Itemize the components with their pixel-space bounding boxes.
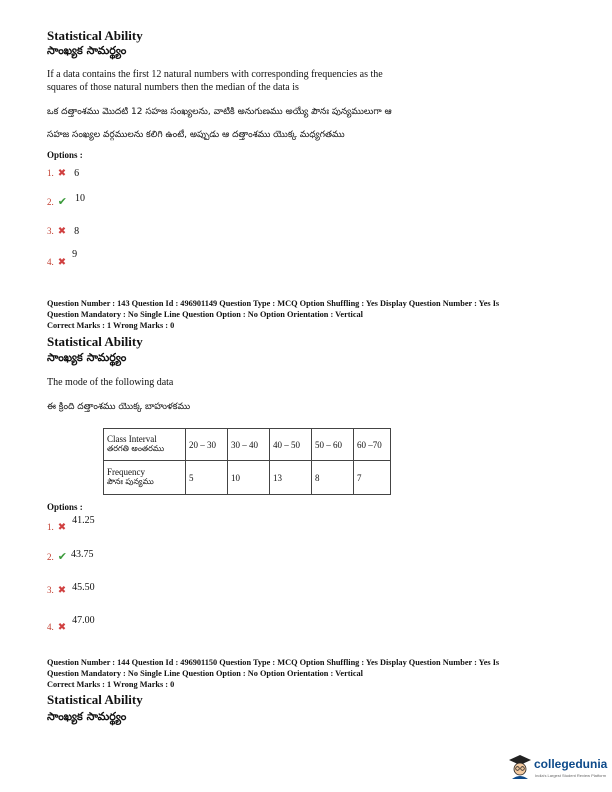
- table-cell: 50 – 60: [312, 429, 354, 461]
- check-icon: ✔: [57, 550, 67, 563]
- cross-icon: ✖: [57, 585, 67, 596]
- q1-options-label: Options :: [47, 150, 83, 160]
- logo-tagline: India's Largest Student Review Platform: [535, 773, 607, 778]
- option-value: 10: [74, 193, 85, 204]
- q2-question-te: ఈ క్రింది దత్తాంశము యొక్క బాహుళకము: [47, 402, 191, 412]
- q1-question-te-line2: సహజ సంఖ్యల వర్గములను కలిగి ఉంటే, అప్పుడు ఆ దత్తాంశము యొక్క మధ్యగతము: [47, 130, 345, 140]
- class-interval-label: Class Interval: [107, 434, 157, 444]
- table-cell: 13: [270, 461, 312, 495]
- q3-meta-line3: Correct Marks : 1 Wrong Marks : 0: [47, 680, 175, 689]
- q2-option-3[interactable]: [47, 580, 95, 598]
- cross-icon: ✖: [57, 257, 67, 268]
- q2-meta-line3: Correct Marks : 1 Wrong Marks : 0: [47, 321, 175, 330]
- q1-section-title-te: సాంఖ్యక సామర్థ్యం: [47, 44, 127, 57]
- table-cell: 8: [312, 461, 354, 495]
- cross-icon: ✖: [57, 226, 67, 237]
- q1-question-te-line1: ఒక దత్తాంశము మొదటి 12 సహజ సంఖ్యలను, వాటికి అనుగుణము అయ్యే పౌనః పున్యములుగా ఆ: [47, 107, 392, 117]
- cross-icon: ✖: [57, 168, 67, 179]
- option-number: 2.: [47, 552, 54, 562]
- q2-section-title: Statistical Ability: [47, 334, 143, 349]
- q2-meta-line2: Question Mandatory : No Single Line Question Option : No Option Orientation : Vertical: [47, 310, 363, 319]
- q2-question-en: The mode of the following data: [47, 377, 174, 388]
- cross-icon: ✖: [57, 522, 67, 533]
- collegedunia-logo[interactable]: [508, 752, 608, 782]
- frequency-label: Frequency: [107, 467, 145, 477]
- option-value: 6: [74, 168, 80, 179]
- option-value: 47.00: [72, 615, 95, 626]
- q2-meta-line1: Question Number : 143 Question Id : 496901149 Question Type : MCQ Option Shuffling : Yes Display Question Number : Yes Is: [47, 299, 500, 308]
- class-interval-label-te: తరగతి అంతరము: [107, 444, 165, 453]
- option-number: 2.: [47, 197, 54, 207]
- table-cell: 7: [354, 461, 391, 495]
- option-number: 3.: [47, 226, 54, 236]
- check-icon: ✔: [57, 195, 67, 208]
- table-row-label: [104, 429, 186, 461]
- option-value: 8: [74, 226, 80, 237]
- option-number: 4.: [47, 622, 54, 632]
- q2-option-4[interactable]: [47, 617, 95, 635]
- q3-meta-line2: Question Mandatory : No Single Line Question Option : No Option Orientation : Vertical: [47, 669, 363, 678]
- frequency-label-te: పౌనః పున్యము: [107, 477, 154, 486]
- option-value: 43.75: [70, 549, 94, 560]
- table-cell: 10: [228, 461, 270, 495]
- option-number: 3.: [47, 585, 54, 595]
- q2-section-title-te: సాంఖ్యక సామర్థ్యం: [47, 351, 127, 364]
- table-cell: 40 – 50: [270, 429, 312, 461]
- q1-option-3[interactable]: [47, 221, 79, 239]
- table-cell: 60 –70: [354, 429, 391, 461]
- table-cell: 20 – 30: [186, 429, 228, 461]
- q1-option-4[interactable]: [47, 249, 78, 270]
- cross-icon: ✖: [57, 622, 67, 633]
- q2-options-label: Options :: [47, 502, 83, 512]
- q2-data-table: [103, 428, 391, 495]
- q1-option-2[interactable]: [47, 192, 85, 210]
- option-number: 4.: [47, 257, 54, 267]
- table-cell: 30 – 40: [228, 429, 270, 461]
- table-row-label: [104, 461, 186, 495]
- option-value: 45.50: [72, 582, 95, 593]
- option-number: 1.: [47, 168, 54, 178]
- q1-section-title: Statistical Ability: [47, 28, 143, 43]
- q2-option-1[interactable]: [47, 517, 95, 535]
- option-value: 41.25: [72, 515, 95, 526]
- q2-option-2[interactable]: [47, 547, 93, 565]
- table-cell: 5: [186, 461, 228, 495]
- q1-question-en-line1: If a data contains the first 12 natural numbers with corresponding frequencies as the: [47, 69, 383, 80]
- q1-question-en-line2: squares of those natural numbers then the median of the data is: [47, 82, 299, 93]
- logo-name: collegedunia: [534, 757, 608, 771]
- q3-section-title-te: సాంఖ్యక సామర్థ్యం: [47, 710, 127, 723]
- q3-meta-line1: Question Number : 144 Question Id : 496901150 Question Type : MCQ Option Shuffling : Yes Display Question Number : Yes Is: [47, 658, 500, 667]
- graduate-icon: [508, 754, 532, 780]
- q3-section-title: Statistical Ability: [47, 692, 143, 707]
- option-value: 9: [72, 249, 78, 260]
- option-number: 1.: [47, 522, 54, 532]
- q1-option-1[interactable]: [47, 163, 79, 181]
